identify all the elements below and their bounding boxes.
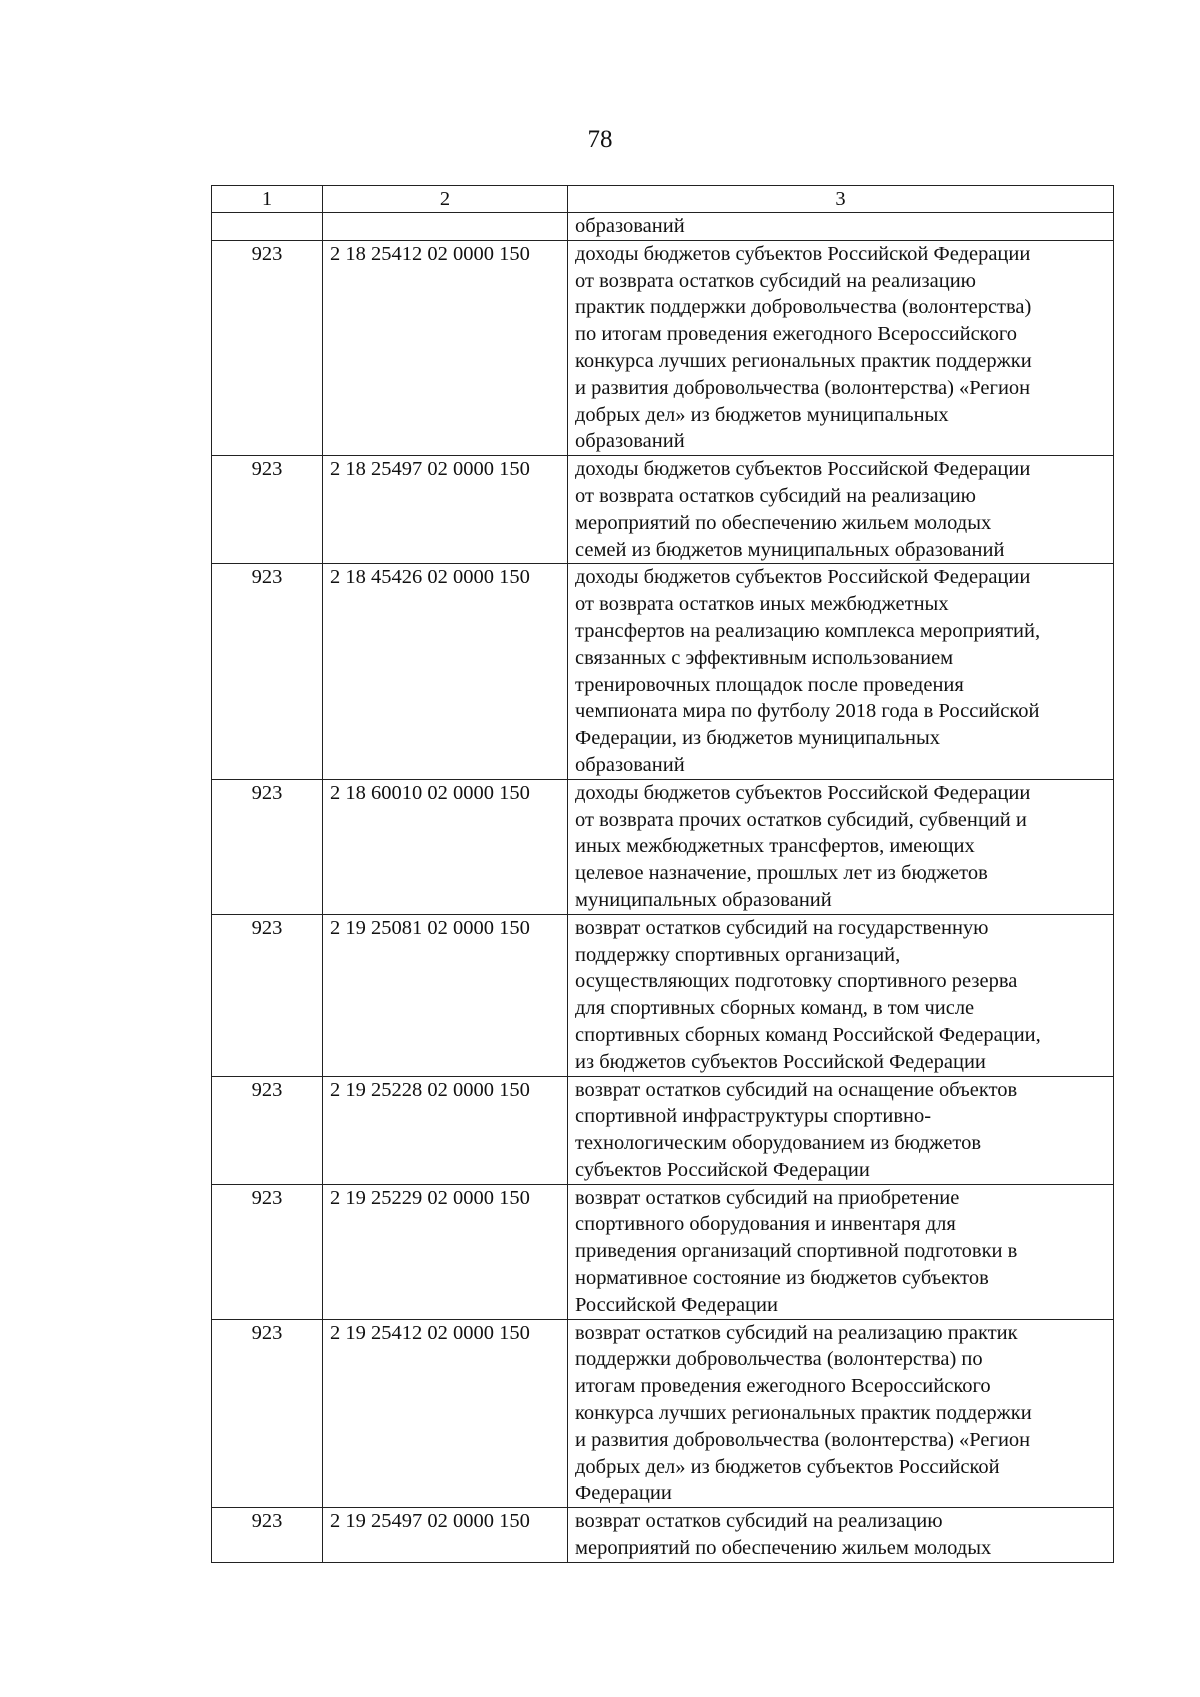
description-line: муниципальных образований [575,888,832,911]
table-body [212,213,1114,1563]
budget-code-cell: 2 19 25228 02 0000 150 [323,1076,568,1184]
description-line: доходы бюджетов субъектов Российской Федерации [575,458,1031,481]
budget-code-cell: 2 19 25497 02 0000 150 [323,1508,568,1563]
description-line: от возврата остатков субсидий на реализацию [575,269,976,292]
table-row [212,564,1114,779]
description-line: добрых дел» из бюджетов субъектов Российской [575,1455,1000,1478]
description-line: иных межбюджетных трансфертов, имеющих [575,835,975,858]
description-line: целевое назначение, прошлых лет из бюджетов [575,862,988,885]
description-line: возврат остатков субсидий на приобретение [575,1186,960,1209]
description-line: доходы бюджетов субъектов Российской Федерации [575,566,1031,589]
description-line: субъектов Российской Федерации [575,1158,870,1181]
admin-code-cell: 923 [212,1076,323,1184]
budget-code-cell: 2 19 25412 02 0000 150 [323,1319,568,1508]
description-cell [568,1508,1114,1563]
budget-code-cell: 2 18 60010 02 0000 150 [323,779,568,914]
description-line: спортивной инфраструктуры спортивно- [575,1105,932,1128]
description-line: приведения организаций спортивной подготовки в [575,1240,1018,1263]
description-line: образований [575,215,685,237]
budget-code-cell [323,213,568,241]
budget-code-cell: 2 19 25229 02 0000 150 [323,1184,568,1319]
admin-code-cell: 923 [212,456,323,564]
description-line: по итогам проведения ежегодного Всероссийского [575,323,1018,346]
table-row [212,779,1114,914]
admin-code-cell [212,213,323,241]
description-line: образований [575,753,685,776]
description-line: спортивного оборудования и инвентаря для [575,1213,956,1236]
admin-code-cell: 923 [212,1508,323,1563]
description-line: трансфертов на реализацию комплекса мероприятий, [575,619,1041,642]
description-line: чемпионата мира по футболу 2018 года в Российской [575,700,1040,723]
description-line: конкурса лучших региональных практик поддержки [575,1402,1032,1425]
description-line: поддержку спортивных организаций, [575,943,901,966]
admin-code-cell: 923 [212,240,323,455]
description-line: мероприятий по обеспечению жильем молодых [575,1537,992,1560]
table-row [212,1508,1114,1563]
description-line: возврат остатков субсидий на реализацию практик [575,1321,1018,1344]
description-line: Федерации [575,1482,672,1505]
description-line: и развития добровольчества (волонтерства) «Регион [575,376,1031,399]
table-row [212,1076,1114,1184]
description-line: возврат остатков субсидий на оснащение объектов [575,1078,1018,1101]
description-line: добрых дел» из бюджетов муниципальных [575,403,949,426]
budget-code-cell: 2 19 25081 02 0000 150 [323,914,568,1076]
description-line: тренировочных площадок после проведения [575,673,964,696]
description-line: нормативное состояние из бюджетов субъектов [575,1267,989,1290]
table-row [212,1319,1114,1508]
admin-code-cell: 923 [212,779,323,914]
description-line: семей из бюджетов муниципальных образований [575,538,1005,561]
description-cell [568,240,1114,455]
description-cell [568,779,1114,914]
description-cell [568,1319,1114,1508]
budget-code-cell: 2 18 45426 02 0000 150 [323,564,568,779]
description-line: образований [575,430,685,453]
table-row [212,213,1114,241]
description-cell [568,564,1114,779]
table-row [212,1184,1114,1319]
admin-code-cell: 923 [212,564,323,779]
description-line: от возврата остатков субсидий на реализацию [575,484,976,507]
budget-code-cell: 2 18 25412 02 0000 150 [323,240,568,455]
description-line: спортивных сборных команд Российской Федерации, [575,1023,1041,1046]
description-line: возврат остатков субсидий на государственную [575,916,989,939]
description-line: технологическим оборудованием из бюджетов [575,1132,982,1155]
description-line: для спортивных сборных команд, в том числе [575,997,975,1020]
description-line: возврат остатков субсидий на реализацию [575,1510,943,1533]
table-row [212,240,1114,455]
page-number: 78 [587,126,613,153]
header-row [212,186,1114,213]
column-header-2: 2 [323,186,568,213]
description-line: от возврата остатков иных межбюджетных [575,593,949,616]
description-cell [568,456,1114,564]
description-line: доходы бюджетов субъектов Российской Федерации [575,242,1031,265]
description-line: конкурса лучших региональных практик поддержки [575,349,1032,372]
admin-code-cell: 923 [212,914,323,1076]
description-cell [568,1076,1114,1184]
description-cell [568,1184,1114,1319]
description-line: связанных с эффективным использованием [575,646,954,669]
description-line: поддержки добровольчества (волонтерства) по [575,1348,983,1371]
column-header-1: 1 [212,186,323,213]
admin-code-cell: 923 [212,1184,323,1319]
admin-code-cell: 923 [212,1319,323,1508]
table-header [212,186,1114,213]
table-row [212,456,1114,564]
description-line: от возврата прочих остатков субсидий, субвенций и [575,808,1027,831]
table-row [212,914,1114,1076]
description-line: итогам проведения ежегодного Всероссийского [575,1375,991,1398]
description-line: доходы бюджетов субъектов Российской Федерации [575,781,1031,804]
description-cell [568,213,1114,241]
description-line: из бюджетов субъектов Российской Федерации [575,1050,986,1073]
description-line: Российской Федерации [575,1293,778,1316]
description-cell [568,914,1114,1076]
description-line: и развития добровольчества (волонтерства) «Регион [575,1428,1031,1451]
budget-revenue-table [211,185,1114,1563]
column-header-3: 3 [568,186,1114,213]
description-line: практик поддержки добровольчества (волонтерства) [575,296,1032,319]
description-line: Федерации, из бюджетов муниципальных [575,727,941,750]
budget-code-cell: 2 18 25497 02 0000 150 [323,456,568,564]
description-line: мероприятий по обеспечению жильем молодых [575,511,992,534]
description-line: осуществляющих подготовку спортивного резерва [575,970,1018,993]
